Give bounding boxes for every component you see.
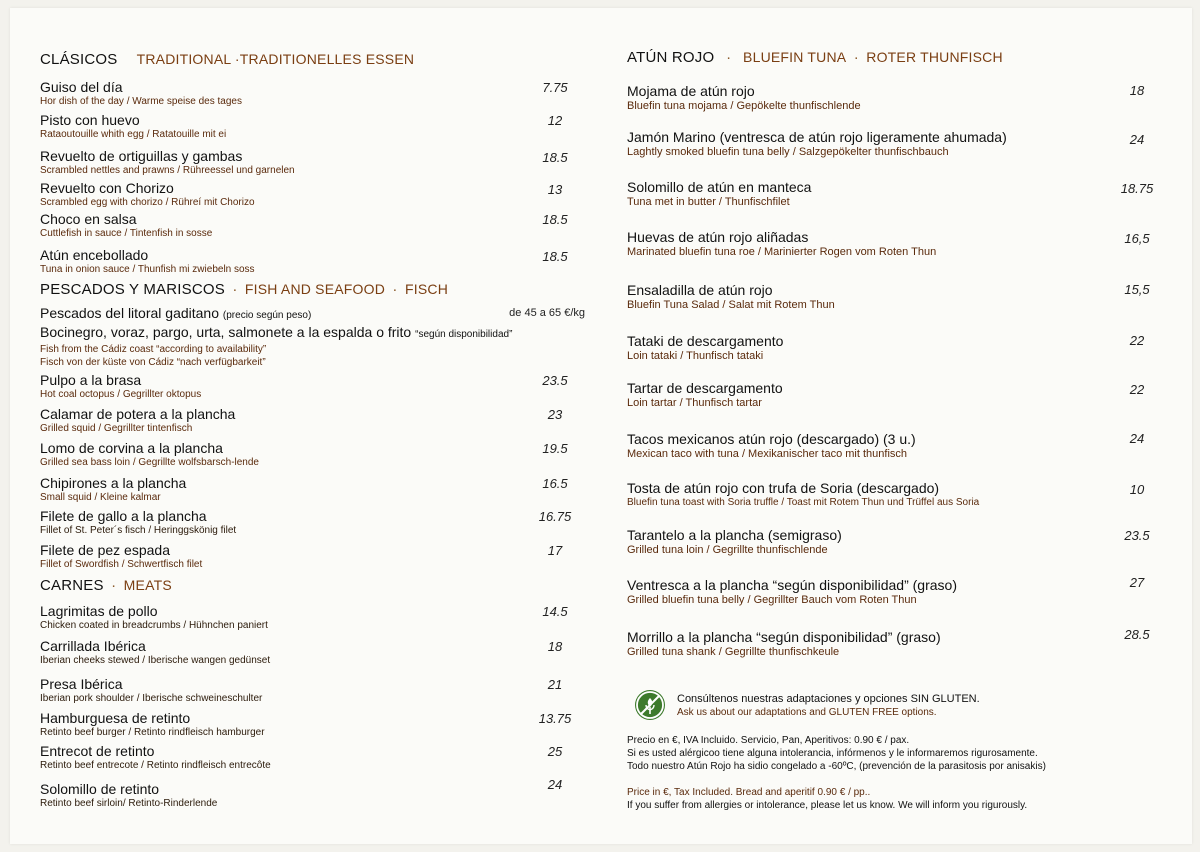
menu-item-litoral: Pescados del litoral gaditano (precio según peso) Bocinegro, voraz, pargo, urta, salmonete a la espalda o frito “según disponibilidad” Fish from the Cádiz coast “according to availability” Fisch von der küste von Cádiz “nach verfügbarkeit” de 45 a 65 €/kg: [40, 305, 585, 368]
menu-sheet: CLÁSICOS TRADITIONAL ·TRADITIONELLES ESSEN Guiso del día Hor dish of the day / Warme speise des tages 7.75 Pisto con huevo Rataoutouille whith egg / Ratatouille mit ei 12 Revuelto de ortiguillas y gambas Scrambled nettles and prawns / Rühreessel und garnelen 18.5 Revuelto con Chorizo Scrambled egg with chorizo / Rühreí mit Chorizo 13 Choco en salsa Cuttlefish in sauce / Tintenfish in sosse 18.5 Atún encebollado Tuna in onion sauce / Thunfish mi zwiebeln soss 18.5 PESCADOS Y MARISCOS · FISH AND SEAFOOD · FISCH Pescados del litoral gaditano (precio según peso) Bocinegro, voraz, pargo, urta, salmonete a la espalda o frito “según disponibilidad” Fish from the Cádiz coast “according to availability” Fisch von der küste von Cádiz “nach verfügbarkeit” de 45 a 65 €/kg Pulpo a la brasa Hot coal octopus / Gegrillter oktopus 23.5 Calamar de potera a la plancha Grilled squid / Gegrillter tintenfisch 23 Lomo de corvina a la plancha Grilled sea bass loin / Gegrillte wolfsbarsch-lende 19.5 Chipirones a la plancha Small squid / Kleine kalmar 16.5 Filete de gallo a la plancha Fillet of St. Peter´s fisch / Heringgskönig filet 16.75 Filete de pez espada Fillet of Swordfish / Schwertfisch filet 17 CARNES · MEATS Lagrimitas de pollo Chicken coated in breadcrumbs / Hühnchen paniert 14.5 Carrillada Ibérica Iberian cheeks stewed / Iberische wangen gedünset 18 Presa Ibérica Iberian pork shoulder / Iberische schweineschulter 21 Hamburguesa de retinto Retinto beef burger / Retinto rindfleisch hamburger 13.75 Entrecot de retinto Retinto beef entrecote / Retinto rindfleisch entrecôte 25 Solomillo de retinto Retinto beef sirloin/ Retinto-Rinderlende 24 ATÚN ROJO · BLUEFIN TUNA · ROTER THUNFISCH Mojama de atún rojo Bluefin tuna mojama / Gepökelte thunfischlende 18 Jamón Marino (ventresca de atún rojo ligeramente ahumada) Laghtly smoked bluefin tuna belly / Salzgepökelter thunfischbauch 24 Solomillo de atún en manteca Tuna met in butter / Thunfischfilet 18.75 Huevas de atún rojo aliñadas Marinated bluefin tuna roe / Marinierter Rogen vom Roten Thun 16,5 Ensaladilla de atún rojo Bluefin Tuna Salad / Salat mit Rotem Thun 15,5 Tataki de descargamento Loin tataki / Thunfisch tataki 22 Tartar de descargamento Loin tartar / Thunfisch tartar 22 Tacos mexicanos atún rojo (descargado) (3 u.) Mexican taco with tuna / Mexikanischer taco mit thunfisch 24 Tosta de atún rojo con trufa de Soria (descargado) Bluefin tuna toast with Soria truffle / Toast mit Rotem Thun und Trüffel aus Soria 10 Tarantelo a la plancha (semigraso) Grilled tuna loin / Gegrillte thunfischlende 23.5 Ventresca a la plancha “según disponibilidad” (graso) Grilled bluefin tuna belly / Gegrillter Bauch vom Roten Thun 27 Morrillo a la plancha “según disponibilidad” (graso) Grilled tuna shank / Gegrillte thunfischkeule 28.5 Consúltenos nuestras adaptaciones y opciones SIN GLUTEN. Ask us about our adaptations and GLUTEN FREE options. Precio en €, IVA Incluido. Servicio, Pan, Aperitivos: 0.90 € / pax. Si es usted alérgicoo tiene alguna intolerancia, infórmenos y le informaremos rigurosamente. Todo nuestro Atún Rojo ha sidio congelado a -60ºC, (prevención de la parasitosis por anisakis) Price in €, Tax Included. Bread and aperitif 0.90 € / pp.. If you suffer from allergies or intolerance, please let us know. We will inform you rigurously.: [10, 8, 1192, 844]
menu-item: Carrillada Ibérica Iberian cheeks stewed / Iberische wangen gedünset 18: [40, 638, 563, 666]
menu-item: Ensaladilla de atún rojo Bluefin Tuna Salad / Salat mit Rotem Thun 15,5: [627, 282, 1150, 311]
menu-item: Jamón Marino (ventresca de atún rojo ligeramente ahumada) Laghtly smoked bluefin tuna belly / Salzgepökelter thunfischbauch 24: [627, 129, 1145, 158]
menu-item: Solomillo de retinto Retinto beef sirloin/ Retinto-Rinderlende 24: [40, 777, 563, 809]
menu-item: Solomillo de atún en manteca Tuna met in butter / Thunfischfilet 18.75: [627, 179, 1154, 208]
menu-item: Filete de pez espada Fillet of Swordfish / Schwertfisch filet 17: [40, 542, 563, 570]
section-title-clasicos: CLÁSICOS TRADITIONAL ·TRADITIONELLES ESSEN: [40, 51, 415, 68]
menu-item: Presa Ibérica Iberian pork shoulder / Iberische schweineschulter 21: [40, 676, 563, 704]
menu-item: Tosta de atún rojo con trufa de Soria (descargado) Bluefin tuna toast with Soria truffle / Toast mit Rotem Thun und Trüffel aus Soria 10: [627, 480, 1145, 508]
section-title-pescados: PESCADOS Y MARISCOS · FISH AND SEAFOOD · FISCH: [40, 281, 448, 298]
price-notes-en: Price in €, Tax Included. Bread and aperitif 0.90 € / pp.. If you suffer from allergies or intolerance, please let us know. We will inform you rigurously.: [627, 787, 1028, 811]
menu-item: Huevas de atún rojo aliñadas Marinated bluefin tuna roe / Marinierter Rogen vom Roten Thun 16,5: [627, 229, 1150, 258]
menu-item: Revuelto de ortiguillas y gambas Scrambled nettles and prawns / Rühreessel und garnelen 18.5: [40, 148, 568, 176]
section-title-atun: ATÚN ROJO · BLUEFIN TUNA · ROTER THUNFISCH: [627, 49, 1003, 66]
menu-item: Pisto con huevo Rataoutouille whith egg / Ratatouille mit ei 12: [40, 112, 563, 140]
menu-item: Lomo de corvina a la plancha Grilled sea bass loin / Gegrillte wolfsbarsch-lende 19.5: [40, 440, 568, 468]
gluten-free-icon: [635, 690, 665, 720]
menu-item: Tarantelo a la plancha (semigraso) Grilled tuna loin / Gegrillte thunfischlende 23.5: [627, 527, 1150, 556]
menu-item: Tataki de descargamento Loin tataki / Thunfisch tataki 22: [627, 333, 1145, 362]
menu-item: Atún encebollado Tuna in onion sauce / Thunfish mi zwiebeln soss 18.5: [40, 247, 568, 275]
menu-item: Pulpo a la brasa Hot coal octopus / Gegrillter oktopus 23.5: [40, 372, 568, 400]
menu-item: Filete de gallo a la plancha Fillet of St. Peter´s fisch / Heringgskönig filet 16.75: [40, 508, 572, 536]
menu-item: Ventresca a la plancha “según disponibilidad” (graso) Grilled bluefin tuna belly / Gegrillter Bauch vom Roten Thun 27: [627, 575, 1145, 606]
menu-item: Chipirones a la plancha Small squid / Kleine kalmar 16.5: [40, 475, 568, 503]
menu-item: Tartar de descargamento Loin tartar / Thunfisch tartar 22: [627, 380, 1145, 409]
menu-item: Hamburguesa de retinto Retinto beef burger / Retinto rindfleisch hamburger 13.75: [40, 710, 572, 738]
menu-item: Morrillo a la plancha “según disponibilidad” (graso) Grilled tuna shank / Gegrillte thunfischkeule 28.5: [627, 627, 1150, 658]
menu-item: Guiso del día Hor dish of the day / Warme speise des tages 7.75: [40, 79, 568, 107]
menu-item: Calamar de potera a la plancha Grilled squid / Gegrillter tintenfisch 23: [40, 406, 563, 434]
price-notes: Precio en €, IVA Incluido. Servicio, Pan, Aperitivos: 0.90 € / pax. Si es usted alérgicoo tiene alguna intolerancia, infórmenos y le informaremos rigurosamente. Todo nuestro Atún Rojo ha sidio congelado a -60ºC, (prevención de la parasitosis por anisakis): [627, 735, 1046, 772]
menu-item: Mojama de atún rojo Bluefin tuna mojama / Gepökelte thunfischlende 18: [627, 83, 1145, 112]
menu-item: Tacos mexicanos atún rojo (descargado) (3 u.) Mexican taco with tuna / Mexikanischer taco mit thunfisch 24: [627, 431, 1145, 460]
menu-item: Lagrimitas de pollo Chicken coated in breadcrumbs / Hühnchen paniert 14.5: [40, 603, 568, 631]
menu-item: Choco en salsa Cuttlefish in sauce / Tintenfish in sosse 18.5: [40, 211, 568, 239]
menu-item: Revuelto con Chorizo Scrambled egg with chorizo / Rühreí mit Chorizo 13: [40, 180, 563, 208]
section-title-carnes: CARNES · MEATS: [40, 577, 172, 594]
menu-item: Entrecot de retinto Retinto beef entrecote / Retinto rindfleisch entrecôte 25: [40, 743, 563, 771]
